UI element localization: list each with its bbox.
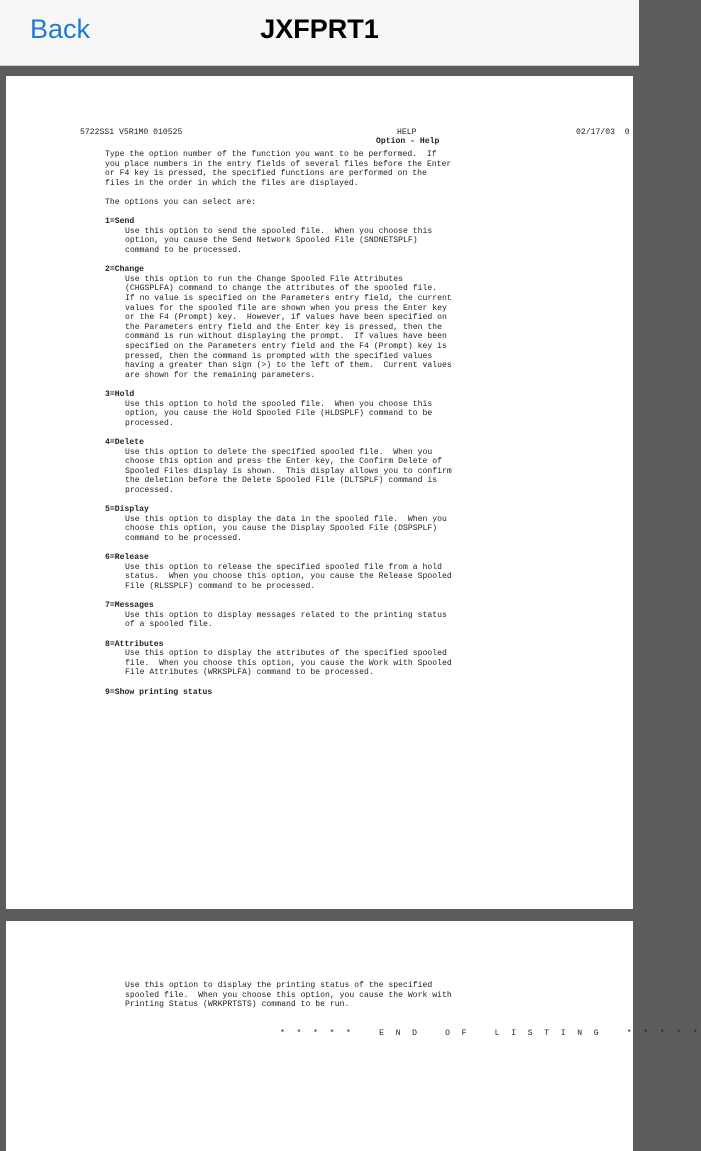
header-help: HELP bbox=[397, 128, 417, 137]
option-description-line: Use this option to display the data in the spooled file. When you bbox=[125, 514, 447, 524]
option-description-line: File Attributes (WRKSPLFA) command to be processed. bbox=[125, 668, 374, 678]
option-description-line: command is run without displaying the prompt. If values have been bbox=[125, 332, 447, 342]
option-description-line: choose this option and press the Enter key, the Confirm Delete of bbox=[125, 457, 443, 467]
option-description-line: the Parameters entry field and the Enter key is pressed, then the bbox=[125, 322, 443, 332]
option-description-line: pressed, then the command is prompted with the specified values bbox=[125, 351, 433, 361]
page-title: JXFPRT1 bbox=[260, 14, 379, 44]
option-title: 3=Hold bbox=[105, 390, 135, 399]
option-description-line: Use this option to display the attributes of the specified spooled bbox=[125, 649, 447, 659]
option-title: 5=Display bbox=[105, 505, 149, 515]
option-description-line: Use this option to run the Change Spooled File Attributes bbox=[125, 274, 403, 284]
option-description-line: Use this option to release the specified spooled file from a hold bbox=[125, 562, 443, 572]
document-page-2 bbox=[6, 921, 701, 1151]
option-title: 7=Messages bbox=[105, 601, 154, 611]
option-description-line: command to be processed. bbox=[125, 246, 243, 255]
option-title: 4=Delete bbox=[105, 438, 145, 447]
option-description-line: Use this option to delete the specified spooled file. When you bbox=[125, 447, 433, 457]
option-description-line: option, you cause the Hold Spooled File (HLDSPLF) command to be bbox=[125, 409, 433, 419]
option-title: 6=Release bbox=[105, 553, 149, 563]
option-description-line: command to be processed. bbox=[125, 534, 243, 543]
option-description-line: Use this option to display the printing status of the specified bbox=[125, 981, 433, 990]
navigation-bar bbox=[0, 0, 639, 66]
header-date: 02/17/03 0 bbox=[576, 128, 630, 137]
option-description-line: choose this option, you cause the Display Spooled File (DSPSPLF) bbox=[125, 524, 438, 534]
option-description-line: are shown for the remaining parameters. bbox=[125, 370, 316, 380]
option-description-line: Use this option to display messages related to the printing status bbox=[125, 610, 447, 620]
option-title: 1=Send bbox=[105, 217, 135, 227]
option-description-line: values for the spooled file are shown when you press the Enter key bbox=[125, 303, 447, 313]
end-of-listing: * * * * * E N D O F L I S T I N G * * * * * bbox=[280, 1029, 701, 1038]
option-description-line: File (RLSSPLF) command to be processed. bbox=[125, 582, 316, 591]
back-button[interactable]: Back bbox=[30, 14, 91, 44]
option-description-line: If no value is specified on the Parameters entry field, the current bbox=[125, 294, 452, 303]
option-title: 8=Attributes bbox=[105, 639, 164, 649]
option-description-line: file. When you choose this option, you cause the Work with Spooled bbox=[125, 658, 452, 668]
option-description-line: spooled file. When you choose this option, you cause the Work with bbox=[125, 990, 452, 1000]
option-description-line: Printing Status (WRKPRTSTS) command to be run. bbox=[125, 1000, 350, 1010]
option-description-line: or the F4 (Prompt) key. However, if values have been specified on bbox=[125, 313, 447, 323]
option-description-line: specified on the Parameters entry field and the F4 (Prompt) key is bbox=[125, 342, 447, 351]
option-description-line: status. When you choose this option, you cause the Release Spooled bbox=[125, 572, 452, 582]
option-description-line: option, you cause the Send Network Spooled File (SNDNETSPLF) bbox=[125, 236, 418, 246]
intro-text-line: Type the option number of the function you want to be performed. If bbox=[105, 150, 437, 159]
header-version: 5722SS1 V5R1M0 010525 bbox=[80, 128, 183, 137]
option-description-line: processed. bbox=[125, 418, 174, 428]
document-page-1 bbox=[6, 76, 633, 909]
option-description-line: Use this option to hold the spooled file. When you choose this bbox=[125, 399, 433, 409]
option-title: 2=Change bbox=[105, 265, 145, 275]
option-description-line: (CHGSPLFA) command to change the attributes of the spooled file. bbox=[125, 284, 438, 294]
option-description-line: Spooled Files display is shown. This display allows you to confirm bbox=[125, 466, 452, 476]
options-intro: The options you can select are: bbox=[105, 198, 257, 207]
option-description-line: Use this option to send the spooled file. When you choose this bbox=[125, 226, 433, 236]
option-title: 9=Show printing status bbox=[105, 687, 213, 697]
intro-text-line: files in the order in which the files are displayed. bbox=[105, 178, 359, 188]
document-viewer[interactable] bbox=[0, 66, 701, 1136]
option-description-line: having a greater than sign (>) to the left of them. Current values bbox=[125, 361, 452, 371]
intro-text-line: or F4 key is pressed, the specified functions are performed on the bbox=[105, 169, 427, 179]
option-description-line: of a spooled file. bbox=[125, 620, 213, 630]
intro-text-line: you place numbers in the entry fields of several files before the Enter bbox=[105, 159, 452, 169]
option-description-line: processed. bbox=[125, 486, 174, 495]
header-subtitle: Option - Help bbox=[376, 137, 440, 146]
option-description-line: the deletion before the Delete Spooled File (DLTSPLF) command is bbox=[125, 476, 438, 486]
